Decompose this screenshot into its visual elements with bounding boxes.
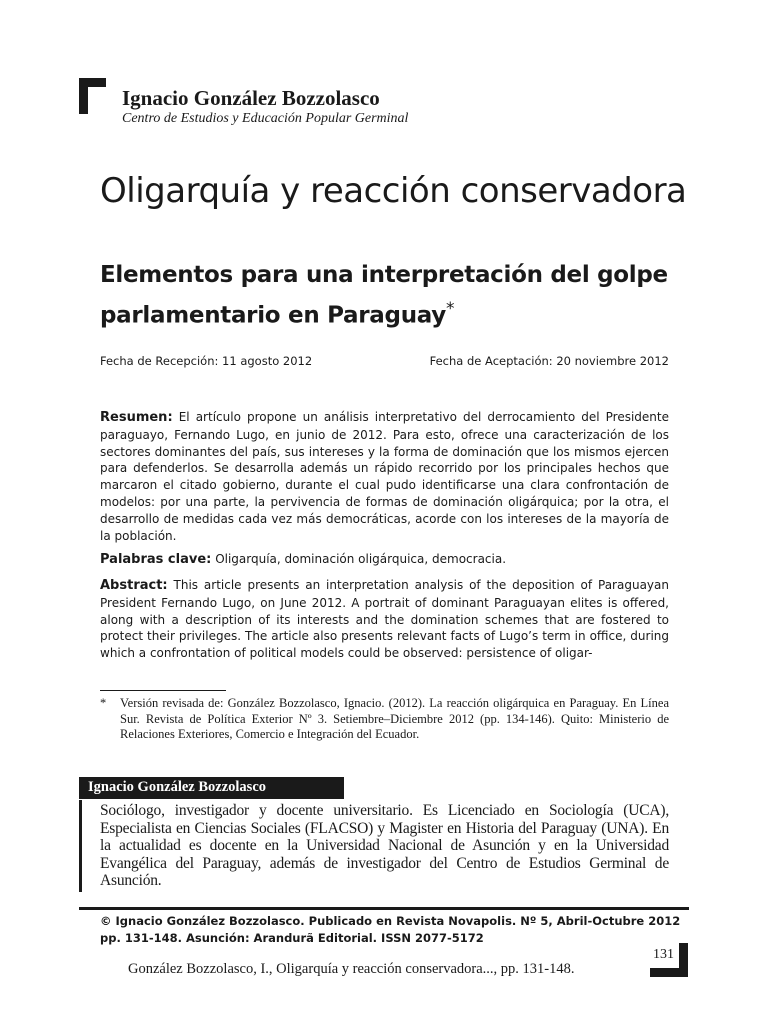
received-date: Fecha de Recepción: 11 agosto 2012 [100,354,313,368]
bio-text: Sociólogo, investigador y docente universitario. Es Licenciado en Sociología (UCA), Especialista en Ciencias Sociales (FLACSO) y Magister en Historia del Paraguay (UNA). En la actualidad es docente en la Universidad Nacional de Asunción y en la Universidad Evangélica del Paraguay, además de investigador del Centro de Estudios Germinal de Asunción. [100,802,669,889]
article-title: Oligarquía y reacción conservadora [100,171,687,211]
resumen-label: Resumen: [100,410,173,425]
footnote-marker: * [100,696,107,710]
author-affiliation: Centro de Estudios y Educación Popular Germinal [122,111,409,126]
bio-side-rule [79,800,82,892]
subtitle-footnote-marker: * [445,299,455,319]
keywords-label: Palabras clave: [100,552,212,567]
copyright-notice: © Ignacio González Bozzolasco. Publicado en Revista Novapolis. Nº 5, Abril-Octubre 2012 pp. 131-148. Asunción: Arandurã Editorial. ISSN 2077-5172 [100,914,681,945]
page-corner-horizontal [650,968,688,977]
resumen-text: El artículo propone un análisis interpretativo del derrocamiento del Presidente paraguayo, Fernando Lugo, en junio de 2012. Para esto, ofrece una caracterización de los sectores dominantes del país, sus intereses y la forma de dominación que los mismos ejercen para defenderlos. Se desarrolla además un rápido recorrido por los principales hechos que marcaron el citado gobierno, durante el cual pudo identificarse una clara confrontación de modelos: por una parte, la pervivencia de formas de dominación oligárquica; por la otra, el desarrollo de medidas cada vez más democráticas, acorde con los intereses de la mayoría de la población. [100,410,669,543]
copyright-rule [79,907,689,910]
abstract-paragraph [100,577,669,661]
corner-mark [79,78,106,114]
bio-name: Ignacio González Bozzolasco [88,779,267,795]
footnote-rule [100,690,226,691]
footnote [100,696,669,743]
keywords-text: Oligarquía, dominación oligárquica, democracia. [215,552,507,566]
author-name: Ignacio González Bozzolasco [122,86,380,110]
running-footer: González Bozzolasco, I., Oligarquía y reacción conservadora..., pp. 131-148. [128,961,575,977]
accepted-date: Fecha de Aceptación: 20 noviembre 2012 [429,354,669,368]
article-subtitle [100,258,700,333]
abstract-text: This article presents an interpretation analysis of the deposition of Paraguayan President Fernando Lugo, on June 2012. A portrait of dominant Paraguayan elites is offered, along with a description of its interests and the domination schemes that are fostered to protect their privileges. The article also presents relevant facts of Lugo’s term in office, during which a confrontation of political models could be observed: persistence of oligar- [100,578,669,661]
keywords-paragraph [100,551,669,569]
subtitle-text: Elementos para una interpretación del golpe parlamentario en Paraguay [100,262,668,329]
resumen-paragraph [100,409,669,544]
page-number: 131 [653,947,674,962]
footnote-text: Versión revisada de: González Bozzolasco, Ignacio. (2012). La reacción oligárquica en Paraguay. En Línea Sur. Revista de Política Exterior Nº 3. Setiembre–Diciembre 2012 (pp. 134-146). Quito: Ministerio de Relaciones Exteriores, Comercio e Integración del Ecuador. [120,696,669,741]
abstract-label: Abstract: [100,578,168,593]
